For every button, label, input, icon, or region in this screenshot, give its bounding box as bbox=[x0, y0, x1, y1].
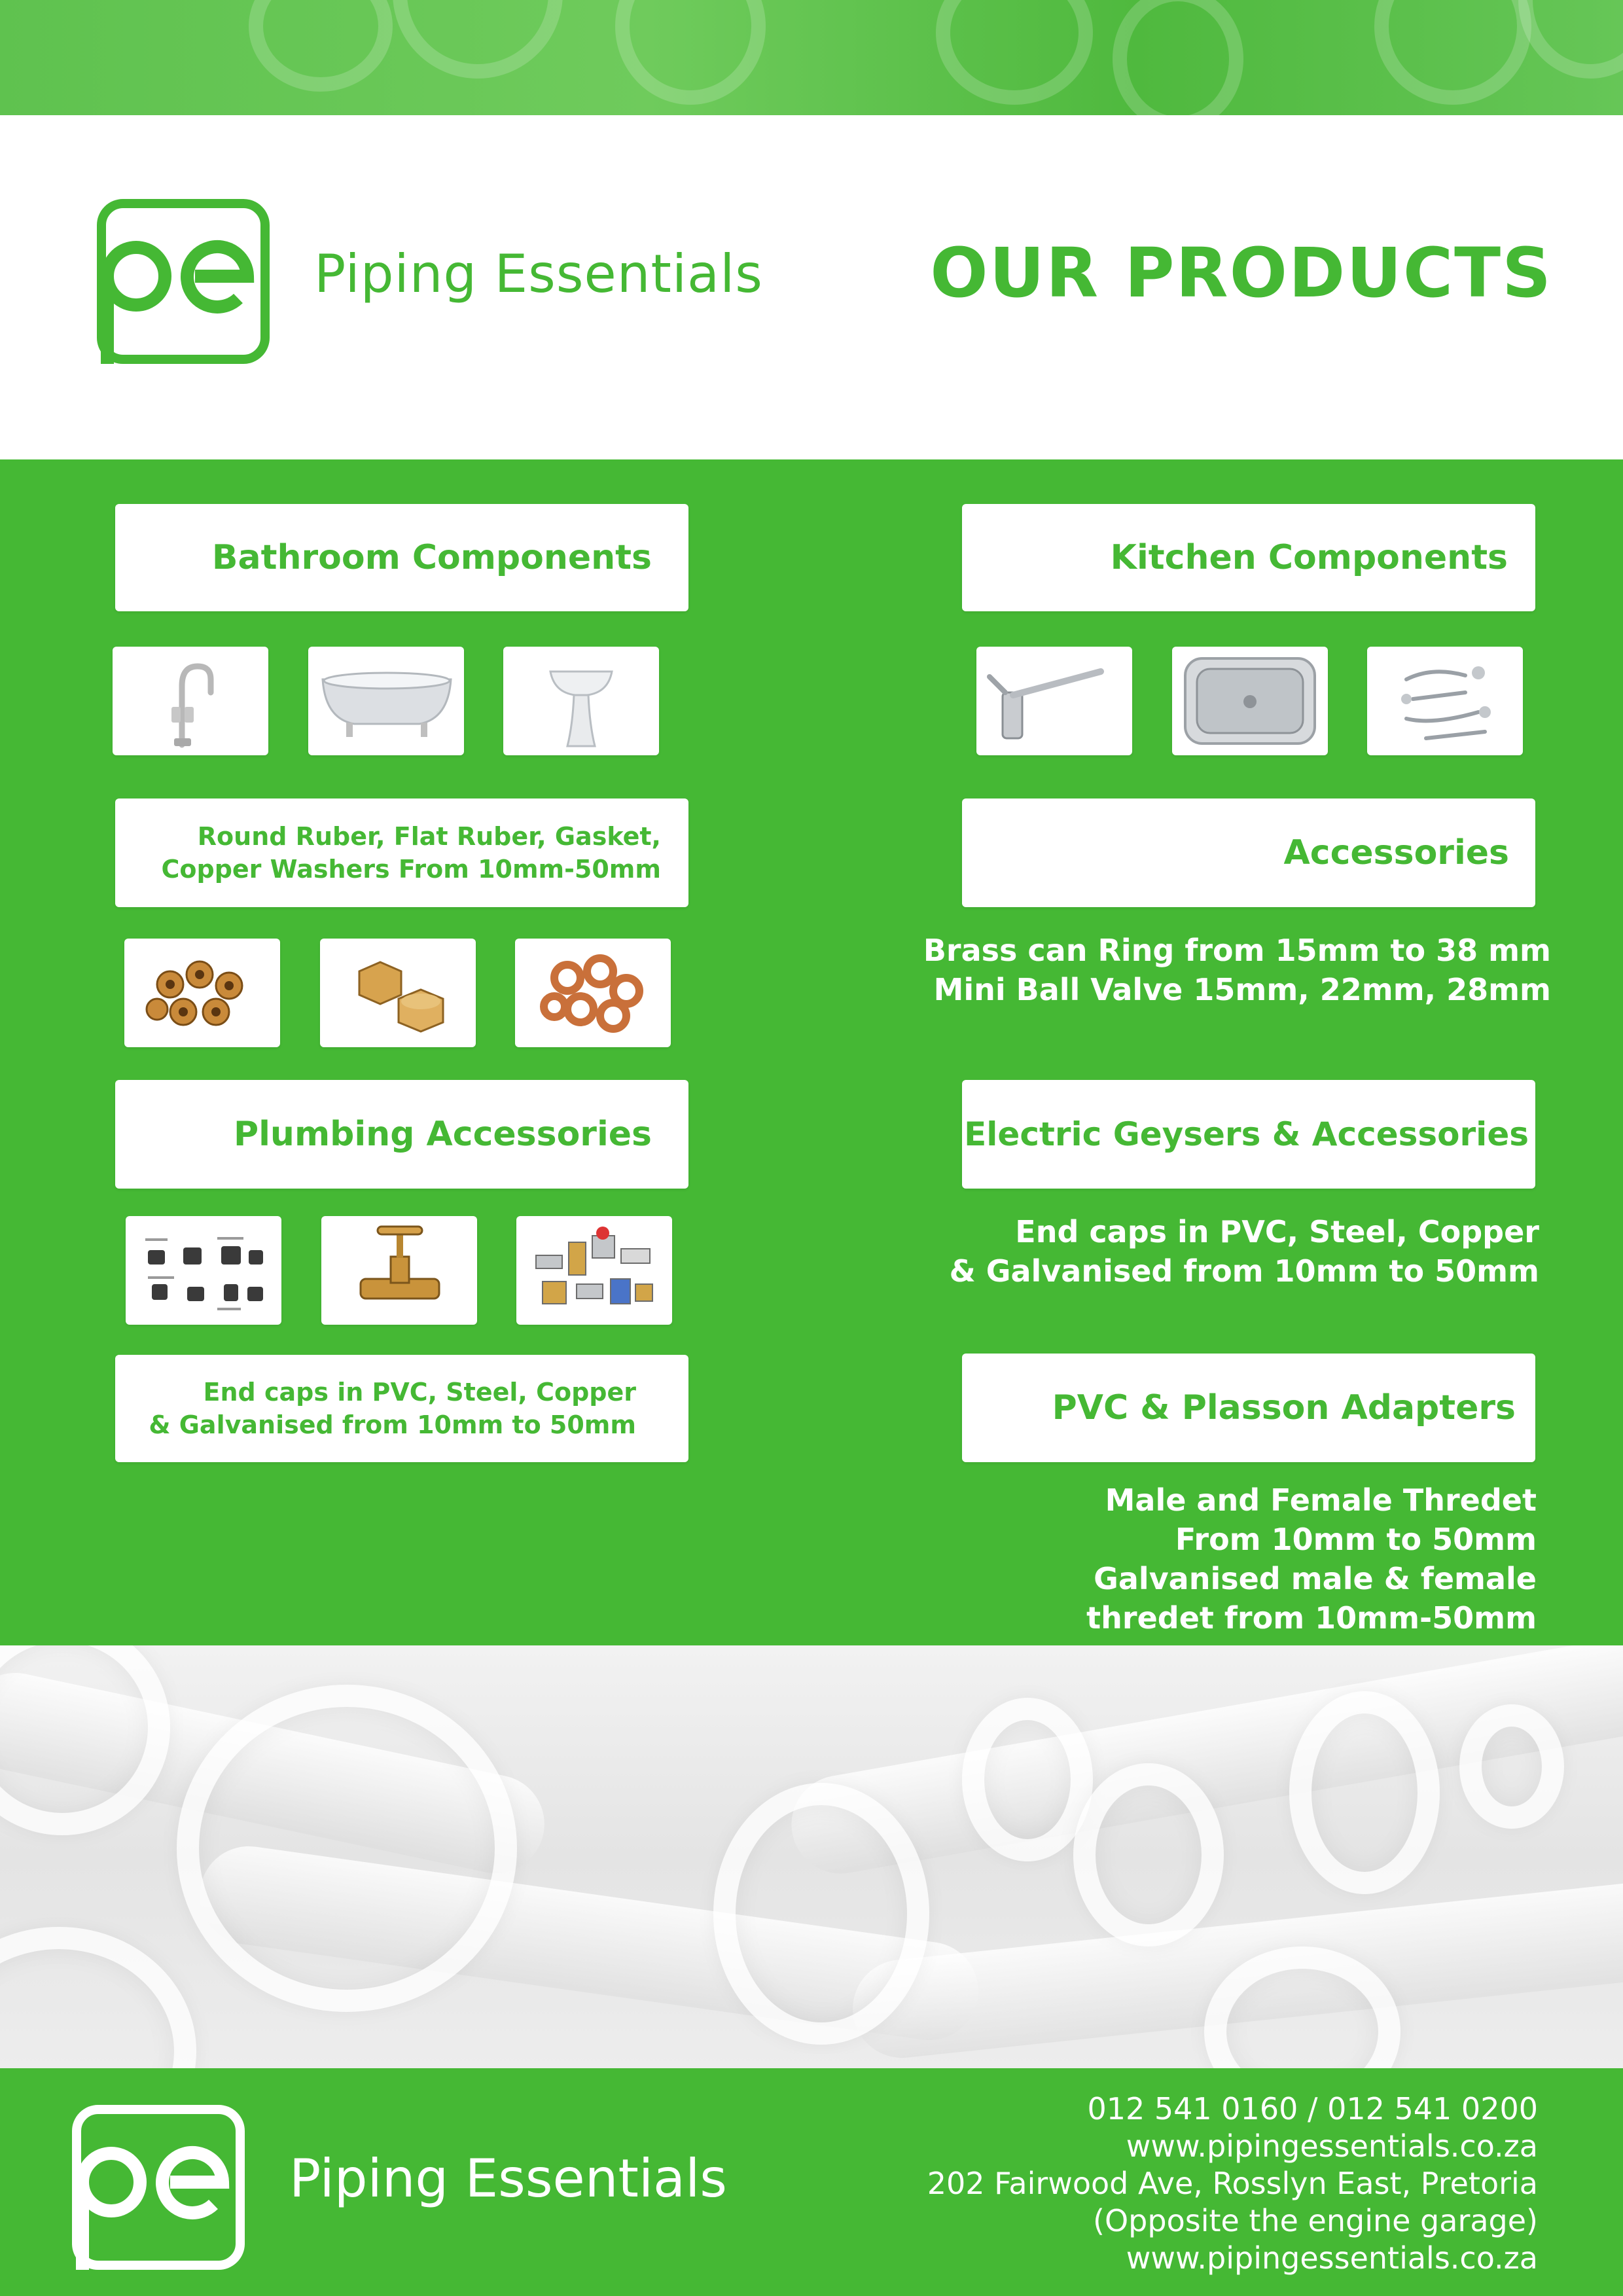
street-address: 202 Fairwood Ave, Rosslyn East, Pretoria bbox=[927, 2166, 1538, 2201]
spare-parts-icon bbox=[1367, 647, 1523, 755]
kitchen-mixer-image bbox=[976, 647, 1132, 755]
header bbox=[0, 115, 1623, 459]
sink-icon bbox=[1172, 647, 1328, 755]
kitchen-sink-image bbox=[1172, 647, 1328, 755]
pvc-plasson-label bbox=[962, 1354, 1535, 1462]
top-pipe-banner bbox=[0, 0, 1623, 115]
kitchen-components-title: Kitchen Components bbox=[1110, 538, 1508, 577]
end-caps-left-line-1: End caps in PVC, Steel, Copper bbox=[203, 1378, 636, 1407]
accessories-details bbox=[923, 931, 1551, 1009]
pvc-line-4: thredet from 10mm-50mm bbox=[1086, 1600, 1537, 1636]
footer bbox=[0, 2068, 1623, 2296]
footer-brand-name: Piping Essentials bbox=[289, 2148, 727, 2209]
basin-icon bbox=[503, 647, 659, 755]
brass-caps-icon bbox=[320, 939, 476, 1047]
tap-icon bbox=[113, 647, 268, 755]
pvc-plasson-title: PVC & Plasson Adapters bbox=[1052, 1388, 1516, 1427]
pe-logo-icon bbox=[97, 199, 270, 364]
electric-geysers-line-2: & Galvanised from 10mm to 50mm bbox=[949, 1253, 1539, 1289]
accessories-label bbox=[962, 798, 1535, 907]
bathroom-bathtub-image bbox=[308, 647, 464, 755]
electric-geysers-line-1: End caps in PVC, Steel, Copper bbox=[1015, 1214, 1539, 1249]
fittings-chart-image bbox=[126, 1216, 281, 1325]
contact-details bbox=[927, 2090, 1538, 2277]
stop-valve-image bbox=[321, 1216, 477, 1325]
pipes-background-photo bbox=[0, 1645, 1623, 2068]
bathroom-components-label bbox=[115, 504, 688, 611]
copper-washers-icon bbox=[515, 939, 671, 1047]
brass-caps-image bbox=[320, 939, 476, 1047]
website-link-repeat[interactable]: www.pipingessentials.co.za bbox=[1126, 2240, 1538, 2276]
electric-geysers-title: Electric Geysers & Accessories bbox=[964, 1115, 1529, 1153]
pvc-line-1: Male and Female Thredet bbox=[1105, 1482, 1537, 1518]
end-caps-left-label bbox=[115, 1355, 688, 1462]
products-content bbox=[0, 459, 1623, 1645]
end-caps-left-line-2: & Galvanised from 10mm to 50mm bbox=[149, 1410, 636, 1439]
kitchen-spares-image bbox=[1367, 647, 1523, 755]
assorted-fittings-image bbox=[516, 1216, 672, 1325]
electric-geysers-details bbox=[950, 1212, 1539, 1291]
rubber-washers-label bbox=[115, 798, 688, 907]
rubber-washers-line-2: Copper Washers From 10mm-50mm bbox=[161, 855, 661, 884]
pe-logo-icon bbox=[72, 2105, 245, 2270]
assorted-fittings-icon bbox=[516, 1216, 672, 1325]
copper-washers-image bbox=[515, 939, 671, 1047]
website-link[interactable]: www.pipingessentials.co.za bbox=[1126, 2128, 1538, 2164]
kitchen-mixer-icon bbox=[976, 647, 1132, 755]
stop-valve-icon bbox=[321, 1216, 477, 1325]
accessories-title: Accessories bbox=[1283, 833, 1509, 872]
bathroom-components-title: Bathroom Components bbox=[211, 538, 652, 577]
brand-logo bbox=[97, 199, 270, 364]
brass-nuts-icon bbox=[124, 939, 280, 1047]
accessories-line-1: Brass can Ring from 15mm to 38 mm bbox=[923, 933, 1551, 968]
bathroom-basin-image bbox=[503, 647, 659, 755]
plumbing-accessories-label bbox=[115, 1080, 688, 1189]
brass-nuts-image bbox=[124, 939, 280, 1047]
pvc-line-2: From 10mm to 50mm bbox=[1175, 1522, 1537, 1557]
plumbing-accessories-title: Plumbing Accessories bbox=[233, 1115, 652, 1154]
accessories-line-2: Mini Ball Valve 15mm, 22mm, 28mm bbox=[933, 972, 1551, 1007]
footer-brand-logo bbox=[72, 2105, 245, 2270]
pvc-line-3: Galvanised male & female bbox=[1094, 1561, 1537, 1596]
pvc-plasson-details bbox=[1086, 1480, 1537, 1638]
electric-geysers-label bbox=[962, 1080, 1535, 1189]
bathroom-tap-image bbox=[113, 647, 268, 755]
bathtub-icon bbox=[308, 647, 464, 755]
address-note: (Opposite the engine garage) bbox=[1093, 2203, 1538, 2238]
kitchen-components-label bbox=[962, 504, 1535, 611]
phone-numbers: 012 541 0160 / 012 541 0200 bbox=[1087, 2091, 1538, 2126]
brand-name: Piping Essentials bbox=[314, 243, 763, 304]
page-title: OUR PRODUCTS bbox=[930, 233, 1552, 313]
fittings-chart-icon bbox=[126, 1216, 281, 1325]
rubber-washers-line-1: Round Ruber, Flat Ruber, Gasket, bbox=[197, 822, 661, 851]
